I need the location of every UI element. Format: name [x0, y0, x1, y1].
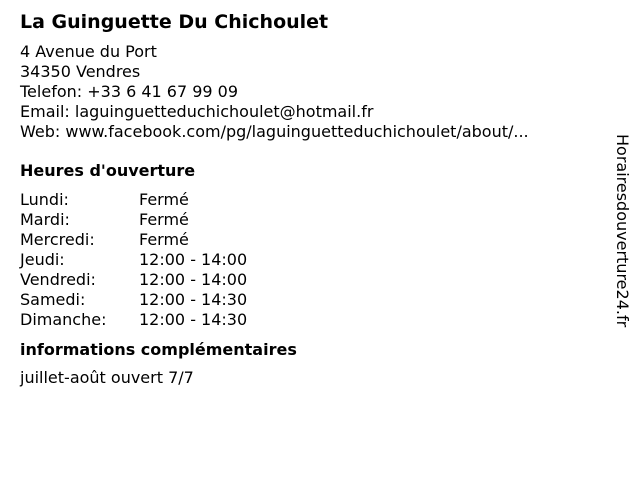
day-hours: Fermé	[139, 230, 189, 249]
web-line: Web: www.facebook.com/pg/laguinguetteduchichoulet/about/...	[20, 122, 529, 141]
day-hours: 12:00 - 14:30	[139, 310, 248, 329]
day-label: Mardi:	[20, 210, 70, 229]
address-line-1: 4 Avenue du Port	[20, 42, 157, 61]
hours-row-saturday	[20, 290, 610, 310]
hours-row-tuesday	[20, 210, 610, 230]
hours-row-wednesday	[20, 230, 610, 250]
email-line: Email: laguinguetteduchichoulet@hotmail.fr	[20, 102, 374, 121]
day-hours: Fermé	[139, 190, 189, 209]
day-hours: 12:00 - 14:00	[139, 250, 248, 269]
address-line-2: 34350 Vendres	[20, 62, 141, 81]
hours-table	[20, 190, 610, 330]
hours-row-friday	[20, 270, 610, 290]
business-card	[20, 9, 610, 388]
contact-block	[20, 42, 610, 142]
day-hours: Fermé	[139, 210, 189, 229]
phone-line: Telefon: +33 6 41 67 99 09	[20, 82, 239, 101]
day-label: Samedi:	[20, 290, 86, 309]
hours-row-thursday	[20, 250, 610, 270]
extra-info-heading: informations complémentaires	[20, 340, 297, 359]
hours-row-monday	[20, 190, 610, 210]
day-hours: 12:00 - 14:30	[139, 290, 248, 309]
extra-info-text: juillet-août ouvert 7/7	[20, 368, 194, 387]
day-label: Dimanche:	[20, 310, 107, 329]
hours-heading: Heures d'ouverture	[20, 161, 196, 180]
site-watermark: Horairesdouverture24.fr	[613, 134, 632, 328]
day-label: Mercredi:	[20, 230, 95, 249]
day-label: Lundi:	[20, 190, 69, 209]
day-hours: 12:00 - 14:00	[139, 270, 248, 289]
day-label: Vendredi:	[20, 270, 96, 289]
hours-row-sunday	[20, 310, 610, 330]
day-label: Jeudi:	[20, 250, 65, 269]
business-name: La Guinguette Du Chichoulet	[20, 11, 329, 33]
